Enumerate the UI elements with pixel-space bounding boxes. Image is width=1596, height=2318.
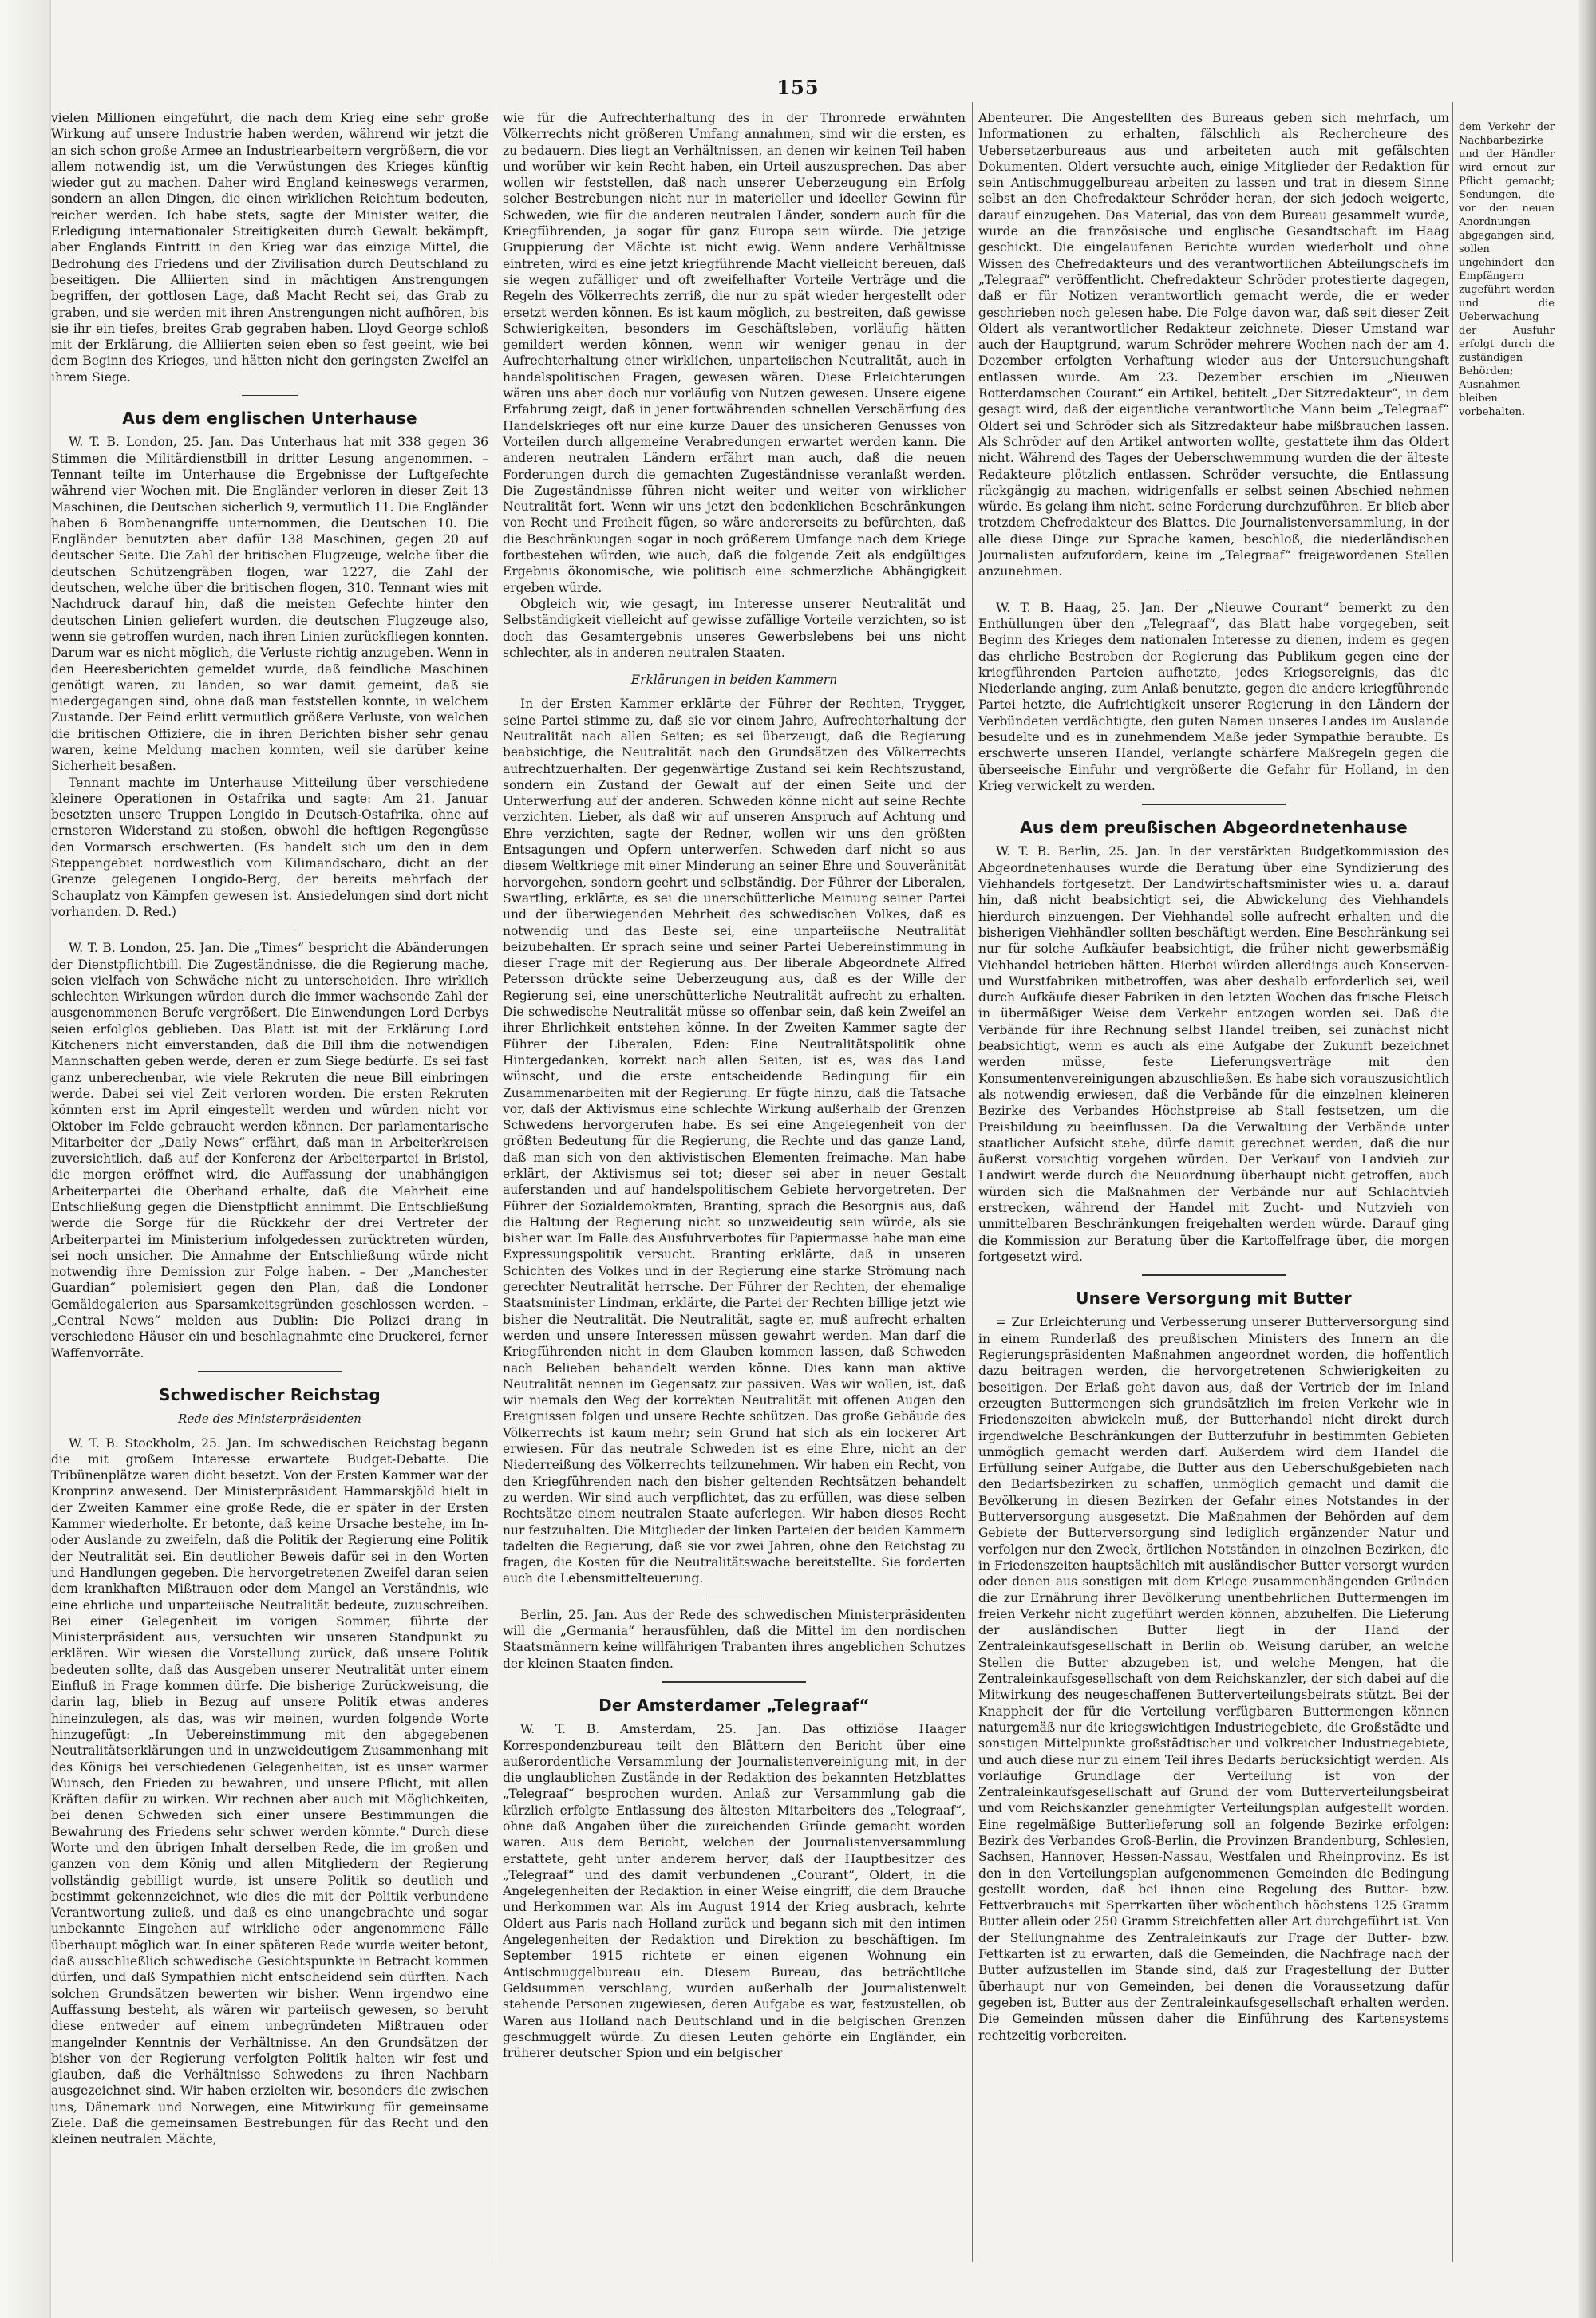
column-1 — [51, 110, 488, 2238]
section-heading: Aus dem englischen Unterhause — [122, 409, 417, 428]
article-paragraph: W. T. B. London, 25. Jan. Die „Times“ bespricht die Abänderungen der Dienstpflichtbill. Die Zugeständnisse, die die Regierung mache, seien vielfach von Schwäche nicht zu unterscheiden. Ihre wirklich schlechten Wirkungen würden durch die immer wachsende Zahl der ausgenommenen Berufe vergrößert. Die Einwendungen Lord Derbys seien erfolglos geblieben. Das Blatt ist mit der Erklärung Lord Kitcheners nicht einverstanden, daß die Bill ihm die notwendigen Mannschaften geben werde, deren er zum Siege bedürfe. Es sei fast ganz unberechenbar, wie viele Rekruten die neue Bill einbringen werde. Dabei sei viel Zeit verloren worden. Die ersten Rekruten könnten erst im April eingestellt werden und würden nicht vor Oktober im Felde gebraucht werden können. Der parlamentarische Mitarbeiter der „Daily News“ erfährt, daß man in Arbeiterkreisen zuversichtlich, daß auf der Konferenz der Arbeiterpartei in Bristol, die morgen eröffnet wird, die Auffassung der unabhängigen Arbeiterpartei die Oberhand erhalte, daß die Mehrheit eine Entschließung gegen die Dienstpflicht annimmt. Die Entschließung werde die Sorge für die Rückkehr der drei Vertreter der Arbeiterpartei im Ministerium infolgedessen zurücktreten würden, sei noch unsicher. Die Annahme der Entschließung würde nicht notwendig ihre Demission zur Folge haben. – Der „Manchester Guardian“ polemisiert gegen den Plan, daß die Londoner Gemäldegalerien aus Sparsamkeitsgründen geschlossen werden. – „Central News“ melden aus Dublin: Die Polizei drang in verschiedene Häuser ein und beschlagnahmte eine Druckerei, ferner Waffenvorräte. — [51, 941, 488, 1360]
section-heading: Unsere Versorgung mit Butter — [1076, 1289, 1352, 1309]
article-paragraph: Tennant machte im Unterhause Mitteilung über verschiedene kleinere Operationen in Ostafrika und sagte: Am 21. Januar besetzten unsere Truppen Longido in Deutsch-Ostafrika, ohne auf ernsteren Widerstand zu stoßen, obwohl die heftigen Regengüsse den Vormarsch erschwerten. (Es handelt sich um den in dem Steppengebiet nordwestlich vom Kilimandscharo, dicht an der Grenze gelegenen Longido-Berg, der bereits mehrfach der Schauplatz von Kämpfen gewesen ist. Ansiedelungen sind dort nicht vorhanden. D. Red.) — [51, 775, 488, 919]
article-paragraph: Obgleich wir, wie gesagt, im Interesse unserer Neutralität und Selbständigkeit vielleicht auf gewisse zufällige Vorteile verzichten, so ist doch das Gesamtergebnis unseres Gewerbslebens bei uns nicht schlechter, als in anderen neutralen Staaten. — [503, 596, 966, 660]
section-subheading: Erklärungen in beiden Kammern — [630, 673, 838, 688]
column-4-partial — [1459, 110, 1555, 2238]
article-paragraph: wie für die Aufrechterhaltung des in der Thronrede erwähnten Völkerrechts nicht größeren Umfang annahmen, sind wir die ersten, es zu bedauern. Dies liegt an Verhältnissen, an denen wir keinen Teil haben und worüber wir kein Recht haben, ein Urteil auszusprechen. Das aber wollen wir feststellen, daß nach unserer Ueberzeugung ein Erfolg solcher Bestrebungen nicht nur in materieller und ideeller Gewinn für Schweden, wie für die anderen neutralen Länder, sondern auch für die Kriegführenden, ja sogar für ganz Europa sein würde. Die jetzige Gruppierung der Mächte ist nicht ewig. Wenn andere Verhältnisse eintreten, wird es eine jetzt kriegführende Macht vielleicht bereuen, daß sie wegen zufälliger und oft zweifelhafter Vorteile Verträge und die Regeln des Völkerrechts zerriß, die nur zu spät wieder hergestellt oder ersetzt werden können. Es ist kaum möglich, zu bestreiten, daß gewisse Schwierigkeiten, besonders im Geschäftsleben, vorläufig hätten gemildert werden können, wenn wir weniger genau in der Aufrechterhaltung einer wirklichen, unparteiischen Neutralität, auch in handelspolitischen Fragen, gewesen wären. Diese Erleichterungen wären uns aber doch nur vorläufig von Nutzen gewesen. Unsere eigene Erfahrung zeigt, daß in jener fortwährenden schnellen Verschärfung des Handelskrieges oft nur eine kurze Dauer des unsicheren Genusses von Vorteilen durch allgemeine Verabredungen erwartet werden kann. Die anderen neutralen Ländern erfährt man auch, daß die neuen Forderungen durch die gemachten Zugeständnisse veranlaßt werden. Die Zugeständnisse führen nicht weiter und weiter von wirklicher Neutralität fort. Wenn wir uns jetzt den bedenklichen Beschränkungen von Recht und Freiheit fügen, so wäre andererseits zu befürchten, daß die Beschränkungen sogar in noch größerem Umfange nach dem Kriege fortbestehen würden, wie auch, daß die folgende Zeit als endgültiges Ergebnis ökonomische, wie politisch eine schmerzliche Abhängigkeit ergeben würde. — [503, 111, 966, 595]
article-divider — [198, 1371, 342, 1372]
page-binding — [0, 0, 51, 2318]
article-paragraph: In der Ersten Kammer erklärte der Führer der Rechten, Trygger, seine Partei stimme zu, daß sie vor einem Jahre, Aufrechterhaltung der Neutralität nach allen Seiten; es sei überzeugt, daß die Regierung beabsichtige, die Neutralität nach den Grundsätzen des Völkerrechts aufrechtzuerhalten. Der gegenwärtige Zustand sei kein Rechtszustand, sondern ein Zustand der Gewalt auf der einen Seite und der Unterwerfung auf der anderen. Schweden könne nicht auf seine Rechte verzichten. Lieber, als daß wir auf unseren Anspruch auf Achtung und Ehre verzichten, sagte der Redner, wollen wir uns den größten Entsagungen und Opfern unterwerfen. Schweden darf nicht so aus diesem Weltkriege mit einer Minderung an seiner Ehre und Souveränität hervorgehen, sondern geehrt und selbständig. Der Führer der Liberalen, Swartling, erklärte, es sei die unerschütterliche Meinung seiner Partei und der überwiegenden Mehrheit des schwedischen Volkes, daß es notwendig und das Beste sei, eine unparteiische Neutralität beizubehalten. Er sprach seine und seiner Partei Uebereinstimmung in dieser Frage mit der Regierung aus. Der liberale Abgeordnete Alfred Petersson drückte seine Ueberzeugung aus, daß es der Wille der Regierung sei, eine unerschütterliche Neutralität aufrecht zu erhalten. Die schwedische Neutralität müsse so offenbar sein, daß kein Zweifel an ihrer Ehrlichkeit entstehen könne. In der Zweiten Kammer sagte der Führer der Liberalen, Eden: Eine Neutralitätspolitik ohne Hintergedanken, korrekt nach allen Seiten, ist es, was das Land wünscht, und die erste entscheidende Bedingung für ein Zusammenarbeiten mit der Regierung. Er fügte hinzu, daß die Tatsache vor, daß der Aktivismus eine schlechte Wirkung außerhalb der Grenzen Schwedens hervorgerufen habe. Es sei eine Angelegenheit von der größten Bedeutung für die Regierung, die Rechte und das ganze Land, daß man sich von den aktivistischen Elementen freimache. Man habe erklärt, der Aktivismus sei tot; dieser sei aber in neuer Gestalt auferstanden und auf handelspolitischem Gebiete hervorgetreten. Der Führer der Sozialdemokraten, Branting, sprach die Besorgnis aus, daß die Haltung der Regierung nicht so unzweideutig sein würde, als sie bisher war. Im Falle des Ausfuhrverbotes für Papiermasse habe man eine Expressungspolitik versucht. Branting erklärte, daß in unseren Schichten des Volkes und in der Regierung eine starke Strömung nach gerechter Neutralität herrsche. Der Führer der Rechten, der ehemalige Staatsminister Lindman, erklärte, die Partei der Rechten billige jetzt wie bisher die Neutralität. Die Neutralität, sagte er, muß aufrecht erhalten werden und unsere Interessen müssen gewahrt werden. Man darf die Kriegführenden nicht in dem Glauben kommen lassen, daß Schweden nach Belieben behandelt werden könne. Dies kann man aktive Neutralität nennen im Gegensatz zur passiven. Was wir wollen, ist, daß wir niemals den Weg der korrekten Neutralität mit offenen Augen den Ereignissen folgen und unsere Rechte schützen. Das große Gebäude des Völkerrechts ist kaum mehr; sein Grund hat sich als ein lockerer Art erwiesen. Für das neutrale Schweden ist es eine Ehre, nicht an der Niederreißung des Völkerrechts teilzunehmen. Wir haben ein Recht, von den Kriegführenden nach den bisher geltenden Rechtsätzen behandelt zu werden. Wir sind auch verpflichtet, das zu erfüllen, was diese selben Rechtsätze einem neutralen Staate auferlegen. Wir haben dieses Recht nur festzuhalten. Die Mitglieder der linken Parteien der beiden Kammern tadelten die Regierung, daß sie vor zwei Jahren, ohne den Reichstag zu fragen, die Kosten für die Neutralitätswache bereitstellte. Sie forderten auch die Lebensmittelteuerung. — [503, 697, 966, 1586]
column-rule — [1452, 102, 1453, 2262]
article-paragraph: W. T. B. Stockholm, 25. Jan. Im schwedischen Reichstag begann die mit großem Interesse erwartete Budget-Debatte. Die Tribünenplätze waren dicht besetzt. Von der Ersten Kammer war der Kronprinz anwesend. Der Ministerpräsident Hammarskjöld hielt in der Zweiten Kammer eine große Rede, die er später in der Ersten Kammer wiederholte. Er betonte, daß keine Ursache bestehe, im In- oder Auslande zu zweifeln, daß die Politik der Regierung eine Politik der Neutralität sei. Ein deutlicher Beweis dafür sei in den Worten und Handlungen gegeben. Die hervorgetretenen Zweifel daran seien dem krankhaften Mißtrauen oder dem Mangel an Verständnis, wie eine ehrliche und unparteiische Neutralität bedeute, zuzuschreiben. Bei einer Gelegenheit im vorigen Sommer, führte der Ministerpräsident aus, versuchten wir unseren Standpunkt zu erklären. Wir wiesen die Vorstellung zurück, daß unsere Politik bedeuten sollte, daß das Ausgeben unserer Neutralität unter einem Einfluß in Frage kommen dürfe. Die bisherige Zurückweisung, die darin lag, blieb in Bezug auf unsere Politik etwas anderes hineinzulegen, als das, was wir meinen, wurden folgende Worte hinzugefügt: „In Uebereinstimmung mit den abgegebenen Neutralitätserklärungen und in unzweideutigem Zusammenhang mit des Königs bei verschiedenen Gelegenheiten, ist es unser warmer Wunsch, den Frieden zu bewahren, und unsere Pflicht, mit allen Kräften dafür zu wirken. Wir rechnen aber auch mit Möglichkeiten, bei denen Schweden sich einer unsere Bestimmungen die Bewahrung des Friedens sehr schwer werden könnte.“ Durch diese Worte und den übrigen Inhalt derselben Rede, die im großen und ganzen von dem König und allen Mitgliedern der Regierung vollständig gebilligt wurde, ist unsere Politik so deutlich und bestimmt gekennzeichnet, wie dies die mit der Politik verbundene Verantwortung zuließ, und daß es eine unangebrachte und sogar unbekannte Eingehen auf wirkliche oder angenommene Fälle überhaupt möglich war. In einer späteren Rede wurde weiter betont, daß ausschließlich schwedische Gesichtspunkte in Betracht kommen dürfen, und daß Sympathien nicht entscheidend sein dürften. Nach solchen Grundsätzen bewerten wir bisher. Wenn irgendwo eine Auffassung besteht, als wären wir parteiisch gewesen, so beruht diese entweder auf einem unbegründeten Mißtrauen oder mangelnder Kenntnis der Verhältnisse. An den Grundsätzen der bisher von der Regierung verfolgten Politik halten wir fest und glauben, daß die Verhältnisse Schwedens zu ihren Nachbarn ausgezeichnet sind. Wir haben erzielten wir, besonders die zwischen uns, Dänemark und Norwegen, eine Mitwirkung für gemeinsame Ziele. Daß die gemeinsamen Bestrebungen für das Recht und den kleinen neutralen Mächte, — [51, 1435, 488, 2147]
article-paragraph: vielen Millionen eingeführt, die nach dem Krieg eine sehr große Wirkung auf unsere Industrie haben werden, während wir jetzt die an sich schon große Armee an Industriearbeitern vergrößern, die vor allem notwendig ist, um die Verwüstungen des Krieges künftig wieder gut zu machen. Daher wird England keineswegs verarmen, sondern an allen Dingen, die einen wirklichen Reichtum bedeuten, reicher werden. Ich habe stets, sagte der Minister weiter, die Erledigung internationaler Streitigkeiten durch Gewalt bekämpft, aber Englands Eintritt in den Krieg war das einzige Mittel, die Bedrohung des Friedens und der Zivilisation durch Deutschland zu beseitigen. Die Alliierten sind in mächtigen Anstrengungen begriffen, der gottlosen Lage, daß Macht Recht sei, das Grab zu graben, und sie werden mit ihren Anstrengungen nicht aufhören, bis sie ihr ein tiefes, breites Grab gegraben haben. Lloyd George schloß mit der Erklärung, die Alliierten seien eben so fest geeint, wie bei dem Beginn des Krieges, und hätten nicht den geringsten Zweifel an ihrem Siege. — [51, 111, 488, 385]
page-edge — [1578, 0, 1596, 2318]
article-paragraph: dem Verkehr der Nachbarbezirke und der Händler wird erneut zur Pflicht gemacht; Sendungen, die vor den neuen Anordnungen abgegangen sind, sollen ungehindert den Empfängern zugeführt werden und die Ueberwachung der Ausfuhr erfolgt durch die zuständigen Behörden; Ausnahmen bleiben vorbehalten. — [1459, 121, 1555, 418]
article-divider — [1142, 804, 1286, 805]
column-rule — [972, 102, 973, 2262]
article-paragraph: W. T. B. Amsterdam, 25. Jan. Das offiziöse Haager Korrespondenzbureau teilt den Blättern den Bericht über eine außerordentliche Versammlung der Journalistenvereinigung mit, in der die unglaublichen Zustände in der Redaktion des bekannten Hetzblattes „Telegraaf“ besprochen wurden. Anlaß zur Versammlung gab die kürzlich erfolgte Entlassung des ältesten Mitarbeiters des „Telegraaf“, ohne daß Angaben über die zureichenden Gründe gemacht worden waren. Aus dem Bericht, welchen der Journalistenversammlung erstattete, geht unter anderem hervor, daß der Hauptbesitzer des „Telegraaf“ und des damit verbundenen „Courant“, Oldert, in die Angelegenheiten der Redaktion in einer Weise eingriff, die dem Brauche und Herkommen war. Als im August 1914 der Krieg ausbrach, kehrte Oldert aus Paris nach Holland zurück und begann sich mit den intimen Angelegenheiten der Redaktion und Direktion zu beschäftigen. Im September 1915 richtete er einen eigenen Wohnung ein Antischmuggelbureau ein. Diesem Bureau, das beträchtliche Geldsummen verschlang, wurden außerhalb der Journalistenwelt stehende Personen zugewiesen, deren Aufgabe es war, festzustellen, ob Waren aus Holland nach Deutschland und in die belgischen Grenzen geschmuggelt würde. Zu diesen Leuten gehörte ein Engländer, ein früherer deutscher Spion und ein belgischer — [503, 1722, 966, 2061]
section-heading: Der Amsterdamer „Telegraaf“ — [598, 1695, 870, 1715]
article-paragraph: W. T. B. Berlin, 25. Jan. In der verstärkten Budgetkommission des Abgeordnetenhauses wurde die Beratung über eine Syndizierung des Viehhandels fortgesetzt. Der Landwirtschaftsminister wies u. a. darauf hin, daß nicht beabsichtigt sei, die Abwickelung des Viehhandels hierdurch einzuengen. Der Viehhandel solle aufrecht erhalten und die bisherigen Viehhändler sollten beschäftigt werden. Eine Beschränkung sei nur für solche Aufkäufer beabsichtigt, die früher nicht gewerbsmäßig Viehhandel betrieben hätten. Hierbei würden allerdings auch Konserven- und Wurstfabriken mitbetroffen, was aber deshalb erforderlich sei, weil durch Aufkäufe dieser Fabriken in den letzten Wochen das frische Fleisch in übermäßiger Weise dem Verkehr entzogen worden sei. Daß die Verbände für ihre Rechnung selbst Handel treiben, sei zunächst nicht beabsichtigt, wenn es auch als eine Aufgabe der Zukunft bezeichnet werden müsse, feste Lieferungsverträge mit den Konsumentenvereinigungen abzuschließen. Es habe sich vorauszusichtlich als notwendig erwiesen, daß die Verbände für die einzelnen kleineren Bezirke des Verbandes Höchstpreise ab Stall festsetzen, um die Preisbildung zu beeinflussen. Da die Verwaltung der Verbände unter staatlicher Aufsicht stehe, dürfe damit gerechnet werden, daß die nur äußerst vorsichtig vorgehen würden. Der Verkauf von Landvieh zur Landwirt werde durch die Neuordnung überhaupt nicht getroffen, auch würden sich die Maßnahmen der Verbände nur auf Schlachtvieh erstrecken, während der Handel mit Zucht- und Nutzvieh von unmittelbaren Beschränkungen freigehalten werden würde. Darauf ging die Kommission zur Beratung über die Kartoffelfrage über, die morgen fortgesetzt wird. — [978, 844, 1449, 1264]
column-3 — [978, 110, 1449, 2238]
article-paragraph: W. T. B. London, 25. Jan. Das Unterhaus hat mit 338 gegen 36 Stimmen die Militärdienstbill in dritter Lesung angenommen. – Tennant teilte im Unterhause die Ergebnisse der Luftgefechte während vier Wochen mit. Die Engländer verloren in dieser Zeit 13 Maschinen, die Deutschen sicherlich 9, vermutlich 11. Die Engländer haben 6 Bombenangriffe unternommen, die Deutschen 10. Die Engländer benutzten aber dafür 138 Maschinen, gegen 20 auf deutscher Seite. Die Zahl der britischen Flugzeuge, welche über die deutschen Schützengräben flogen, war 1227, die Zahl der deutschen, welche über die britischen flogen, 310. Tennant wies mit Nachdruck darauf hin, daß die meisten Gefechte hinter den deutschen Linien geliefert wurden, die deutschen Flugzeuge also, wenn sie getroffen wurden, nach ihren Linien zurückfliegen konnten. Darum war es nicht möglich, die Verluste richtig anzugeben. Wenn in den Heeresberichten gemeldet wurde, daß feindliche Maschinen genötigt waren, zu landen, so war damit gemeint, daß sie niedergegangen sind, ohne daß man feststellen konnte, in welchem Zustande. Der Feind erlitt vermutlich größere Verluste, von welchen die britischen Offiziere, die in ihren Berichten bisher sehr genau waren, keine Meldung machen konnten, weil sie darüber keine Sicherheit besaßen. — [51, 435, 488, 774]
section-subheading: Rede des Ministerpräsidenten — [178, 1412, 361, 1427]
article-paragraph: W. T. B. Haag, 25. Jan. Der „Nieuwe Courant“ bemerkt zu den Enthüllungen über den „Telegraaf“, das Blatt habe vorgegeben, seit Beginn des Krieges dem nationalen Interesse zu dienen, indem es gegen das ehrliche Bestreben der Regierung das Publikum gegen eine der kriegführenden Parteien aufhetzte, jedes Kriegsereignis, das die Niederlande anging, zum Anlaß benutzte, gegen die andere kriegführende Partei hetzte, die Aufrichtigkeit unserer Regierung in den Ländern der Verbündeten verdächtigte, den guten Namen unseres Landes im Auslande besudelte und es in zunehmendem Maße jeder Sympathie beraubte. Es erschwerte unseren Handel, verlangte schärfere Maßregeln gegen die überseeische Einfuhr und vergrößerte die Gefahr für Holland, in den Krieg verwickelt zu werden. — [978, 600, 1449, 793]
section-heading: Schwedischer Reichstag — [159, 1384, 381, 1404]
article-paragraph: Abenteurer. Die Angestellten des Bureaus geben sich mehrfach, um Informationen zu erhalten, fälschlich als Rechercheure des Uebersetzerbureaus aus und arbeiteten auch mit gefälschten Dokumenten. Oldert versuchte auch, einige Mitglieder der Redaktion für sein Antischmuggelbureau arbeiten zu lassen und trat in diesem Sinne selbst an den Chefredakteur Schröder heran, der sich jedoch weigerte, darauf einzugehen. Das Material, das von dem Bureau gesammelt wurde, wurde an die französische und englische Gesandtschaft im Haag geschickt. Die eingelaufenen Berichte wurden wiederholt und ohne Wissen des Chefredakteurs und des verantwortlichen Abteilungschefs im „Telegraaf“ veröffentlicht. Chefredakteur Schröder protestierte dagegen, daß er für Notizen verantwortlich gemacht werde, die er weder geschrieben noch gelesen habe. Die Folge davon war, daß seit dieser Zeit Oldert als verantwortlicher Redakteur zeichnete. Dieser Umstand war auch der Hauptgrund, warum Schröder mehrere Wochen nach der am 4. Dezember erfolgten Verhaftung wieder aus der Untersuchungshaft entlassen wurde. Am 23. Dezember erschien im „Nieuwen Rotterdamschen Courant“ ein Artikel, betitelt „Der Sitzredakteur“, in dem gesagt wird, daß der eigentliche verantwortliche Mann beim „Telegraaf“ Oldert sei und Schröder sich als Sitzredakteur habe mißbrauchen lassen. Als Schröder auf den Artikel antworten wollte, gestattete ihm das Oldert nicht. Während des Tages der Ueberschwemmung wurden die der älteste Redakteure plötzlich entlassen. Schröder versuchte, die Entlassung rückgängig zu machen, widrigenfalls er selbst seinen Abschied nehmen würde. Es gelang ihm nicht, seine Forderung durchzuführen. Er blieb aber trotzdem Chefredakteur des Blattes. Die Journalistenversammlung, in der alle diese Dinge zur Sprache kamen, beschloß, die niederländischen Journalisten aufzufordern, keine im „Telegraaf“ freigewordenen Stellen anzunehmen. — [978, 111, 1449, 579]
article-divider — [1142, 1274, 1286, 1276]
article-divider — [242, 395, 298, 396]
article-divider — [662, 1681, 806, 1683]
page-number: 155 — [776, 76, 820, 99]
column-2 — [503, 110, 966, 2238]
section-heading: Aus dem preußischen Abgeordnetenhause — [1020, 818, 1408, 838]
article-paragraph: Berlin, 25. Jan. Aus der Rede des schwedischen Ministerpräsidenten will die „Germania“ herausfühlen, daß die Mittel im den nordischen Staatsmännern keine willfährigen Trabanten ihres angeblichen Schutzes der kleinen Staaten finden. — [503, 1607, 966, 1671]
article-paragraph: = Zur Erleichterung und Verbesserung unserer Butterversorgung sind in einem Runderlaß des preußischen Ministers des Innern an die Regierungspräsidenten Maßnahmen angeordnet worden, die hoffentlich dazu beitragen werden, die hervorgetretenen Schwierigkeiten zu beseitigen. Der Erlaß geht davon aus, daß der Vertrieb der im Inland erzeugten Buttermengen sich grundsätzlich im freien Verkehr wie in Friedenszeiten abwickeln muß, der Butterhandel nicht direkt durch irgendwelche Beschränkungen der Butterzufuhr in bestimmten Gebieten unmöglich gemacht werden darf. Außerdem wird dem Handel die Erfüllung seiner Aufgabe, die Butter aus den Ueberschußgebieten nach den Bedarfsbezirken zu schaffen, unmöglich gemacht und damit die Bevölkerung in diesen Bezirken der Gefahr eines Notstandes in der Butterversorgung ausgesetzt. Die Maßnahmen der Behörden auf dem Gebiete der Butterversorgung sind lediglich ergänzender Natur und verfolgen nur den Zweck, örtlichen Notständen in einzelnen Bezirken, die in Friedenszeiten hauptsächlich mit ausländischer Butter versorgt wurden oder denen aus sonstigen mit dem Kriege zusammenhängenden Gründen die zur Ernährung ihrer Bevölkerung unentbehrlichen Buttermengen im freien Verkehr nicht zugeführt werden können, abzuhelfen. Die Lieferung der ausländischen Butter liegt in der Hand der Zentraleinkaufsgesellschaft in Berlin ob. Weisung darüber, an welche Stellen die Butter abzugeben ist, und welche Mengen, hat die Zentraleinkaufsgesellschaft von dem Reichskanzler, der sich dabei auf die Mitwirkung des neugeschaffenen Butterverteilungsbeirats stützt. Bei der Knappheit der für die Verteilung verfügbaren Buttermengen können naturgemäß nur die kriegswichtigen Industriegebiete, die Großstädte und sonstigen Mittelpunkte großstädtischer und volkreicher Industriegebiete, und auch diese nur zu einem Teil ihres Bedarfs berücksichtigt werden. Als vorläufige Grundlage der Verteilung ist von der Zentraleinkaufsgesellschaft auf Grund der vom Butterverteilungsbeirat und vom Reichskanzler genehmigter Verteilungsplan aufgestellt worden. Eine regelmäßige Butterlieferung soll an folgende Bezirke erfolgen: Bezirk des Verbandes Groß-Berlin, die Provinzen Brandenburg, Schlesien, Sachsen, Hannover, Hessen-Nassau, Westfalen und Rheinprovinz. Es ist den in den Verteilungsplan aufgenommenen Gemeinden die Bedingung gestellt worden, daß bei ihnen eine Regelung des Butter- bzw. Fettverbrauchs mit Sperrkarten über wöchentlich höchstens 125 Gramm Butter allein oder 250 Gramm Streichfetten aller Art durchgeführt ist. Von der Stellungnahme des Zentraleinkaufs zur Frage der Butter- bzw. Fettkarten ist zu erwarten, daß die Gemeinden, die Nachfrage nach der Butter aufzustellen im Stande sind, daß zur Fragestellung der Butter überhaupt nur von Gemeinden, bei denen die Voraussetzung dafür gegeben ist, Butter aus der Zentraleinkaufsgesellschaft erhalten werden. Die Gemeinden müssen daher die Einführung des Kartensystems rechtzeitig vorbereiten. — [978, 1315, 1449, 2043]
